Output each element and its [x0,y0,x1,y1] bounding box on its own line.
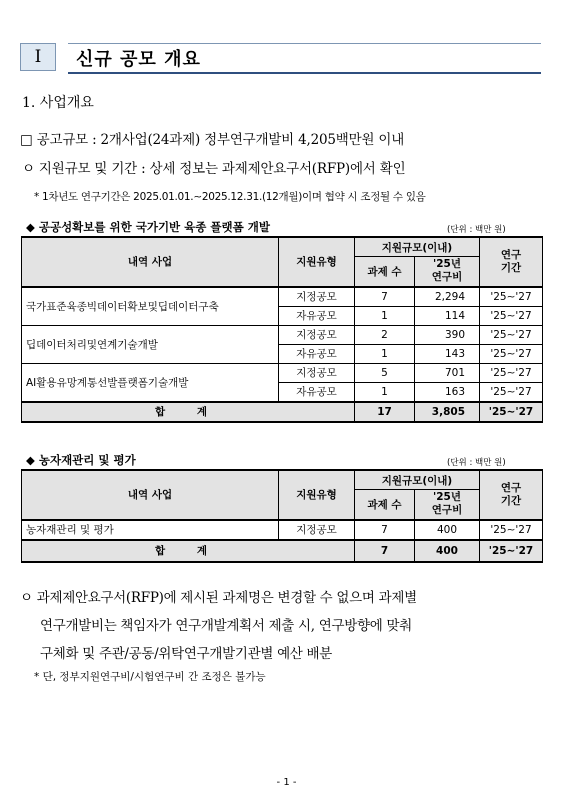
table1 [21,236,543,423]
header-period: 연구 기간 [480,237,543,287]
header-scale: 지원규모(이내) [355,470,480,490]
table-row [22,287,543,307]
total-row [22,540,543,562]
total-label: 합 계 [22,540,355,562]
program-cell: AI활용유망계통선발플랫폼기술개발 [22,363,279,402]
header-program: 내역 사업 [22,237,279,287]
bullet-support-scale: ㅇ 지원규모 및 기간 : 상세 정보는 과제제안요구서(RFP)에서 확인 [22,161,406,177]
count-cell: 1 [355,382,415,402]
header-budget: '25년 연구비 [415,257,480,287]
type-cell: 지정공모 [279,520,355,540]
table-row [22,325,543,344]
total-period: '25∼'27 [480,540,543,562]
header-count: 과제 수 [355,490,415,520]
paragraph-line-3: 구체화 및 주관/공동/위탁연구개발기관별 예산 배분 [40,646,333,662]
count-cell: 1 [355,306,415,325]
type-cell: 자유공모 [279,382,355,402]
header-period: 연구 기간 [480,470,543,520]
type-cell: 지정공모 [279,287,355,307]
type-cell: 자유공모 [279,306,355,325]
paragraph-line-1: ㅇ 과제제안요구서(RFP)에 제시된 과제명은 변경할 수 없으며 과제별 [20,590,417,606]
program-cell: 국가표준육종빅데이터확보및딥데이터구축 [22,287,279,326]
type-cell: 지정공모 [279,325,355,344]
header-count: 과제 수 [355,257,415,287]
total-period: '25∼'27 [480,402,543,422]
budget-cell: 143 [415,344,480,363]
count-cell: 7 [355,520,415,540]
count-cell: 2 [355,325,415,344]
budget-cell: 2,294 [415,287,480,307]
count-cell: 1 [355,344,415,363]
table-row [22,363,543,382]
budget-cell: 390 [415,325,480,344]
section-rule [68,72,541,74]
period-cell: '25∼'27 [480,363,543,382]
period-cell: '25∼'27 [480,520,543,540]
total-row [22,402,543,422]
bullet-announcement-scale: □ 공고규모 : 2개사업(24과제) 정부연구개발비 4,205백만원 이내 [20,132,405,148]
heading-business-overview: 1. 사업개요 [22,95,94,111]
period-cell: '25∼'27 [480,382,543,402]
table2 [21,469,543,563]
page-number: - 1 - [276,777,297,788]
section-title: 신규 공모 개요 [76,49,201,70]
table2-unit: (단위 : 백만 원) [447,458,506,468]
period-cell: '25∼'27 [480,287,543,307]
type-cell: 자유공모 [279,344,355,363]
section-rule-top [68,43,541,44]
header-type: 지원유형 [279,237,355,287]
budget-cell: 701 [415,363,480,382]
note-research-period: * 1차년도 연구기간은 2025.01.01.∼2025.12.31.(12개월)이며 협약 시 조정될 수 있음 [34,191,426,203]
table-row [22,520,543,540]
header-program: 내역 사업 [22,470,279,520]
total-label: 합 계 [22,402,355,422]
header-scale: 지원규모(이내) [355,237,480,257]
budget-cell: 400 [415,520,480,540]
program-cell: 딥데이터처리및연계기술개발 [22,325,279,363]
table2-title: ◆ 농자재관리 및 평가 [26,453,136,467]
period-cell: '25∼'27 [480,306,543,325]
budget-cell: 114 [415,306,480,325]
table1-unit: (단위 : 백만 원) [447,225,506,235]
section-header [20,43,541,73]
note-budget-adjustment: * 단, 정부지원연구비/시험연구비 간 조정은 불가능 [34,671,266,683]
section-number: I [20,43,56,71]
total-budget: 400 [415,540,480,562]
total-budget: 3,805 [415,402,480,422]
type-cell: 지정공모 [279,363,355,382]
count-cell: 7 [355,287,415,307]
period-cell: '25∼'27 [480,325,543,344]
paragraph-line-2: 연구개발비는 책임자가 연구개발계획서 제출 시, 연구방향에 맞춰 [40,618,412,634]
header-type: 지원유형 [279,470,355,520]
header-budget: '25년 연구비 [415,490,480,520]
period-cell: '25∼'27 [480,344,543,363]
total-count: 17 [355,402,415,422]
count-cell: 5 [355,363,415,382]
total-count: 7 [355,540,415,562]
budget-cell: 163 [415,382,480,402]
program-cell: 농자재관리 및 평가 [22,520,279,540]
table1-title: ◆ 공공성확보를 위한 국가기반 육종 플랫폼 개발 [26,220,270,234]
